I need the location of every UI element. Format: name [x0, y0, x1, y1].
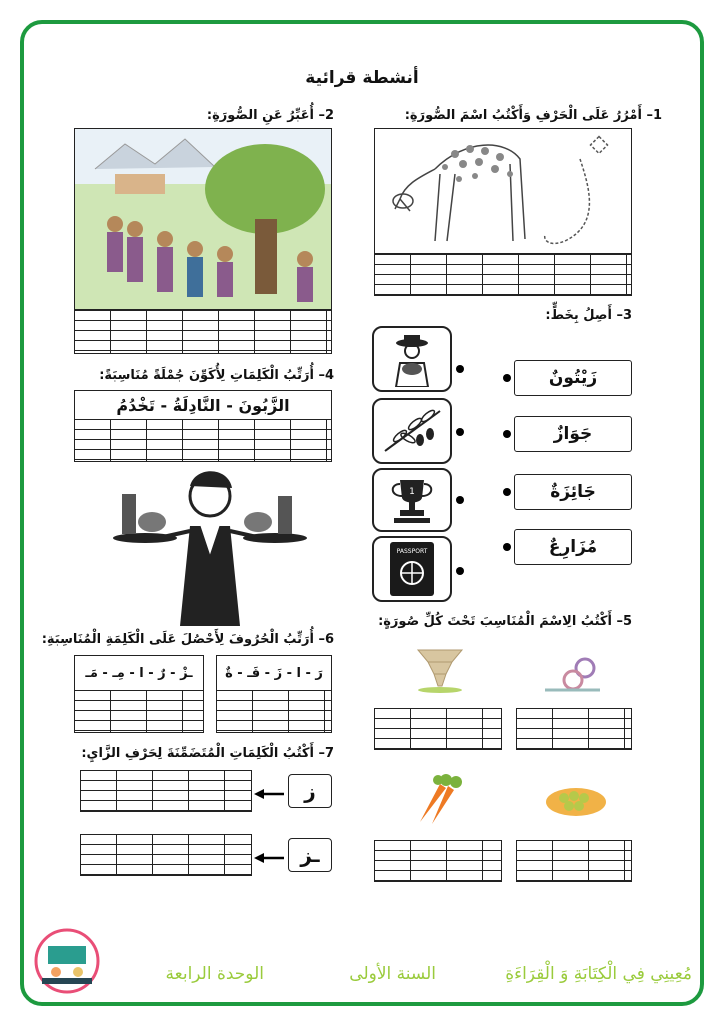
publisher-logo	[34, 928, 100, 994]
exercise-4-writing-lines[interactable]	[75, 420, 331, 462]
exercise-1-writing-lines[interactable]	[374, 254, 632, 296]
match-dot-image-3[interactable]	[456, 496, 464, 504]
exercise-5-lines-carrots[interactable]	[374, 840, 502, 882]
giraffe-picture-box	[374, 128, 632, 254]
carrots-image	[410, 770, 470, 826]
match-dot-image-4[interactable]	[456, 567, 464, 575]
exercise-5-lines-grapes[interactable]	[516, 840, 632, 882]
match-dot-word-1[interactable]	[503, 374, 511, 382]
svg-text:PASSPORT: PASSPORT	[396, 548, 428, 555]
giraffe-image	[375, 129, 631, 253]
match-dot-image-1[interactable]	[456, 365, 464, 373]
page-title: أنشطة قرائية	[305, 68, 419, 88]
grapes-image	[544, 774, 608, 818]
olive-branch-icon	[380, 406, 444, 456]
word-box-3: جَائِزَةٌ	[514, 474, 632, 510]
match-dot-word-3[interactable]	[503, 488, 511, 496]
trophy-image-box[interactable]	[372, 468, 452, 532]
exercise-2-heading: 2– أُعَبِّرُ عَنِ الصُّورَةِ:	[206, 108, 334, 123]
exercise-2-writing-lines[interactable]	[74, 310, 332, 354]
footer-unit: الوحدة الرابعة	[165, 964, 264, 984]
exercise-6-lines-left[interactable]	[75, 691, 203, 733]
exercise-5-heading: 5– أَكْتُبُ الِاسْمَ الْمُنَاسِبَ تَحْتَ كُلِّ صُورَةٍ:	[378, 614, 632, 629]
match-dot-image-2[interactable]	[456, 428, 464, 436]
farmer-icon	[382, 331, 442, 387]
exercise-5-lines-tornado[interactable]	[374, 708, 502, 750]
exercise-6-heading: 6– أُرَتِّبُ الْحُرُوفَ لِأَحْصُلَ عَلَى الْكَلِمَةِ الْمُنَاسِبَةِ:	[41, 632, 334, 647]
word-box-1: زَيْتُونٌ	[514, 360, 632, 396]
exercise-7-heading: 7– أَكْتُبُ الْكَلِمَاتِ الْمُتَضَمِّنَةَ لِحَرْفِ الزَّايِ:	[81, 746, 334, 761]
letter-zay-final-box: ـز	[288, 838, 332, 872]
exercise-7-lines-1[interactable]	[80, 770, 252, 812]
arrow-left-icon-1	[254, 784, 284, 794]
exercise-6-lines-right[interactable]	[217, 691, 331, 733]
footer-year: السنة الأولى	[349, 964, 436, 984]
scrambled-letters-right: رَ - ا - زَ - فَـ - ةٌ	[217, 656, 331, 691]
word-box-4: مُزَارِعٌ	[514, 529, 632, 565]
match-dot-word-2[interactable]	[503, 430, 511, 438]
exercise-1-heading: 1– أَمْرُرُ عَلَى الْحَرْفِ وَأَكْتُبُ اسْمَ الصُّورَةِ:	[404, 108, 662, 123]
olive-branch-image-box[interactable]	[372, 398, 452, 464]
exercise-3-heading: 3– أَصِلُ بِخَطٍّ:	[545, 308, 632, 323]
passport-image-box[interactable]	[372, 536, 452, 602]
exercise-4-box	[74, 390, 332, 462]
waitress-image	[110, 466, 310, 626]
match-dot-word-4[interactable]	[503, 543, 511, 551]
exercise-5-lines-snails[interactable]	[516, 708, 632, 750]
exercise-4-heading: 4– أُرَتِّبُ الْكَلِمَاتِ لِأُكَوِّنَ جُمْلَةً مُنَاسِبَةً:	[99, 368, 334, 383]
exercise-4-words: الزَّبُونَ - النَّادِلَةُ - تَخْدُمُ	[75, 391, 331, 420]
exercise-7-lines-2[interactable]	[80, 834, 252, 876]
passport-icon	[384, 540, 440, 598]
olive-harvest-scene-image	[75, 129, 331, 309]
word-box-2: جَوَازٌ	[514, 416, 632, 452]
farmer-image-box[interactable]	[372, 326, 452, 392]
tornado-image	[412, 644, 468, 694]
scrambled-letters-left-box	[74, 655, 204, 733]
letter-zay-isolated-box: ز	[288, 774, 332, 808]
snails-image	[540, 648, 610, 694]
waitress-illustration	[110, 466, 310, 626]
scene-picture-box	[74, 128, 332, 310]
scrambled-letters-left: ـزْ - رٌ - ا - مِـ - مَـ	[75, 656, 203, 691]
svg-text:1: 1	[409, 487, 415, 497]
trophy-icon	[382, 474, 442, 526]
scrambled-letters-right-box	[216, 655, 332, 733]
footer-book-title: مُعِينِي فِي الْكِتَابَةِ وَ الْقِرَاءَةِ	[505, 964, 692, 984]
arrow-left-icon-2	[254, 848, 284, 858]
